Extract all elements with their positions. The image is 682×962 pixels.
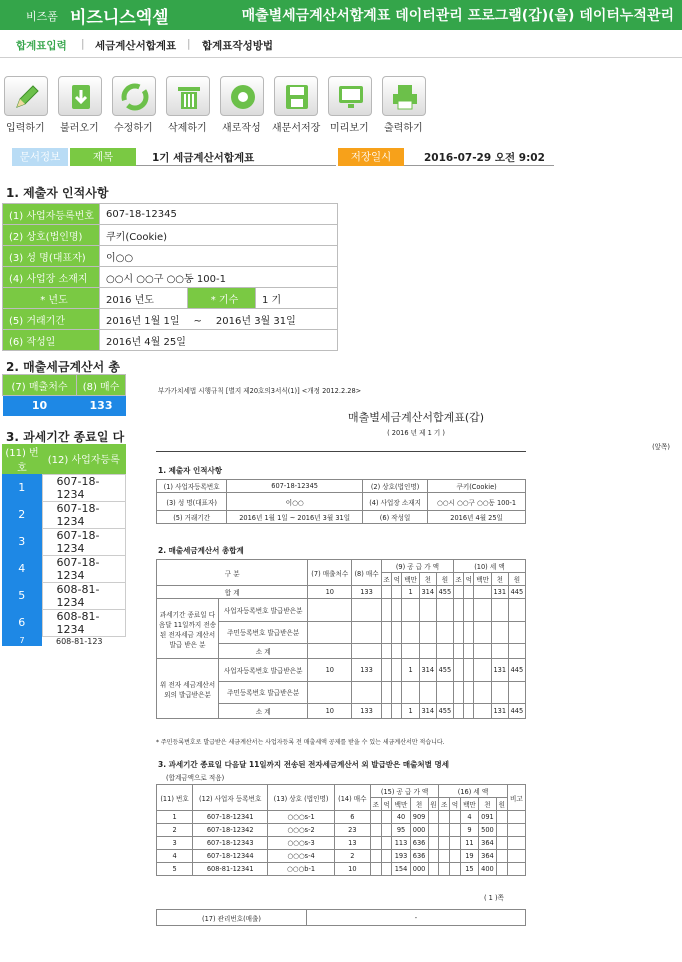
preview-total-table	[156, 559, 526, 719]
row-reg-field[interactable]: 607-18-1234	[42, 501, 126, 528]
row-reg-field[interactable]: 607-18-1234	[42, 555, 126, 582]
tab-input[interactable]: 합계표입력	[16, 40, 67, 52]
cell: 10	[334, 863, 370, 876]
tab-invoice-summary[interactable]: 세금계산서합계표	[95, 40, 177, 52]
cell: 400	[479, 863, 497, 876]
saved-value: 2016-07-29 오전 9:02	[424, 152, 545, 164]
cell: 억	[450, 798, 461, 811]
trash-icon	[173, 81, 205, 113]
cell: (4) 사업장 소재지	[362, 493, 427, 511]
customer-count: 10	[3, 396, 77, 416]
cell: 133	[352, 659, 382, 682]
row-number: 7	[2, 636, 42, 646]
term-field[interactable]: 1 기	[256, 288, 338, 309]
cell: ○○○s-3	[268, 837, 334, 850]
toolbar-label: 출력하기	[384, 123, 423, 134]
input-button[interactable]	[4, 76, 48, 116]
load-icon	[65, 81, 97, 113]
cell: 1	[157, 811, 193, 824]
cell: 445	[508, 659, 525, 682]
cell: 15	[460, 863, 478, 876]
cell: ○○○b-1	[268, 863, 334, 876]
law-reference: 부가가치세법 시행규칙 [별지 제20호의3서식(1)] <개정 2012.2.28>	[158, 387, 362, 395]
cell: 500	[479, 824, 497, 837]
cell: 3	[157, 837, 193, 850]
cell: 133	[352, 586, 382, 599]
cell: 사업자등록번호 발급받은분	[219, 599, 308, 622]
tab-separator: |	[187, 38, 191, 50]
cell: 131	[491, 586, 508, 599]
cell: 608-81-12341	[193, 863, 268, 876]
cell: 1	[402, 659, 419, 682]
cell: 6	[334, 811, 370, 824]
col-header: (8) 매수	[77, 375, 126, 396]
cell: 113	[392, 837, 410, 850]
printer-icon	[389, 81, 421, 113]
row-number: 1	[2, 474, 42, 501]
cell: 2016년 4월 25일	[428, 511, 526, 524]
preview-mgmt-table	[156, 909, 526, 926]
period-to-field[interactable]: 2016년 3월 31일	[215, 315, 296, 327]
monitor-icon	[335, 81, 367, 113]
cell: 607-18-12343	[193, 837, 268, 850]
cell: 131	[491, 704, 508, 719]
page-number: ( 1 )쪽	[484, 894, 504, 902]
cell: 19	[460, 850, 478, 863]
edit-button[interactable]	[112, 76, 156, 116]
company-name-field[interactable]: 쿠키(Cookie)	[100, 225, 338, 246]
cell: 쿠키(Cookie)	[428, 480, 526, 493]
cell: 백만	[460, 798, 478, 811]
cell: 607-18-12341	[193, 811, 268, 824]
cell: (3) 성 명(대표자)	[157, 493, 227, 511]
cell: 10	[308, 586, 352, 599]
cell: 2	[334, 850, 370, 863]
detail-input-table	[2, 444, 126, 646]
cell: (8) 매수	[352, 560, 382, 586]
cell: 091	[479, 811, 497, 824]
section2-heading: 2. 매출세금계산서 총	[6, 360, 121, 374]
cell: 천	[479, 798, 497, 811]
cell: 소 계	[219, 644, 308, 659]
toolbar-label: 삭제하기	[168, 123, 207, 134]
row-reg-field[interactable]: 607-18-1234	[42, 474, 126, 501]
cell: (12) 사업자 등록번호	[193, 785, 268, 811]
cell: 11	[460, 837, 478, 850]
year-field[interactable]: 2016 년도	[100, 288, 188, 309]
section1-heading: 1. 제출자 인적사항	[6, 186, 109, 200]
cell: 조	[439, 798, 450, 811]
period-tilde: ~	[193, 315, 202, 327]
cell: 95	[392, 824, 410, 837]
cell: 원	[428, 798, 439, 811]
cell: 10	[308, 704, 352, 719]
cell: (5) 거래기간	[157, 511, 227, 524]
cell: ○○○s-2	[268, 824, 334, 837]
cell: 조	[381, 573, 391, 586]
preview-button[interactable]	[328, 76, 372, 116]
cell: 천	[491, 573, 508, 586]
toolbar-label: 미리보기	[330, 123, 369, 134]
toolbar-label: 입력하기	[6, 123, 45, 134]
tab-howto[interactable]: 합계표작성방법	[202, 40, 274, 52]
period-from-field[interactable]: 2016년 1월 1일	[106, 315, 180, 327]
cell: 1	[402, 586, 419, 599]
cell: ○○○s-1	[268, 811, 334, 824]
cell: 위 전자 세금계산서 외의 발급받은분	[157, 659, 219, 719]
cell: 억	[381, 798, 392, 811]
cell: 원	[496, 798, 507, 811]
field-label: (1) 사업자등록번호	[3, 204, 100, 225]
row-reg-field[interactable]: 608-81-1234	[42, 582, 126, 609]
title-label: 제목	[70, 148, 136, 166]
cell: 백만	[402, 573, 419, 586]
cell: ○○○s-4	[268, 850, 334, 863]
cell: 주민등록번호 발급받은분	[219, 681, 308, 704]
pencil-icon	[11, 81, 43, 113]
cell: -	[307, 910, 526, 926]
cell: 조	[370, 798, 381, 811]
cell: 천	[410, 798, 428, 811]
cell: 000	[410, 863, 428, 876]
cell: 백만	[392, 798, 410, 811]
row-number: 2	[2, 501, 42, 528]
cell: 10	[308, 659, 352, 682]
cell: 193	[392, 850, 410, 863]
cell: (9) 공 급 가 액	[381, 560, 453, 573]
new-button[interactable]	[220, 76, 264, 116]
cell: (6) 작성일	[362, 511, 427, 524]
preview-section3-sub: (합계금액으로 적음)	[166, 774, 225, 782]
toolbar-label: 새로작성	[222, 123, 261, 134]
cell: 합 계	[157, 586, 308, 599]
cell: (13) 상호 (법인명)	[268, 785, 334, 811]
representative-field[interactable]: 이○○	[100, 246, 338, 267]
section3-heading: 3. 과세기간 종료일 다	[6, 430, 125, 444]
cell: (11) 번호	[157, 785, 193, 811]
cell: 607-18-12344	[193, 850, 268, 863]
delete-button[interactable]	[166, 76, 210, 116]
row-reg-field[interactable]: 608-81-123	[56, 636, 103, 646]
cell: 1	[402, 704, 419, 719]
col-header: (12) 사업자등록	[42, 444, 126, 474]
preview-note: * 주민등록번호로 발급받은 세금계산서는 사업자등록 전 매출세액 공제를 받을 수 있는 세금계산서만 적습니다.	[156, 739, 445, 746]
cell: 4	[460, 811, 478, 824]
cell: 40	[392, 811, 410, 824]
cell: 314	[419, 704, 436, 719]
cell: 131	[491, 659, 508, 682]
cell: 4	[157, 850, 193, 863]
cell: 154	[392, 863, 410, 876]
preview-submitter	[156, 479, 526, 524]
refresh-icon	[119, 81, 151, 113]
preview-subtitle: ( 2016 년 제 1 기 )	[387, 429, 445, 437]
cell: 364	[479, 837, 497, 850]
cell: (17) 관리번호(매출)	[157, 910, 307, 926]
col-header: (7) 매출처수	[3, 375, 77, 396]
field-label: (3) 성 명(대표자)	[3, 246, 100, 267]
term-label: * 기수	[188, 288, 256, 309]
preview-section1: 1. 제출자 인적사항	[158, 466, 223, 475]
date-field[interactable]: 2016년 4월 25일	[100, 330, 338, 351]
address-field[interactable]: ○○시 ○○구 ○○동 100-1	[100, 267, 338, 288]
app-header	[0, 0, 682, 30]
cell: 억	[464, 573, 474, 586]
cell: 사업자등록번호 발급받은분	[219, 659, 308, 682]
cell: (1) 사업자등록번호	[157, 480, 227, 493]
cell: (16) 세 액	[439, 785, 507, 798]
date-label: (6) 작성일	[3, 330, 100, 351]
cell: 133	[352, 704, 382, 719]
page-side: (앞쪽)	[652, 443, 670, 451]
tab-bar	[0, 30, 682, 58]
doc-info-label: 문서정보	[12, 148, 68, 166]
save-icon	[281, 81, 313, 113]
tab-separator: |	[81, 38, 85, 50]
cell: 5	[157, 863, 193, 876]
invoice-count: 133	[77, 396, 126, 416]
cell: 과세기간 종료일 다음달 11일까지 전송된 전자세금 계산서 발급 받은 분	[157, 599, 219, 659]
cell: 445	[508, 586, 525, 599]
brand-label: 비즈폼	[26, 10, 58, 23]
save-new-button[interactable]	[274, 76, 318, 116]
cell: (10) 세 액	[453, 560, 525, 573]
toolbar-label: 수정하기	[114, 123, 153, 134]
cell: (14) 매수	[334, 785, 370, 811]
cell: 2016년 1월 1일 ~ 2016년 3월 31일	[227, 511, 363, 524]
cell: 소 계	[219, 704, 308, 719]
row-reg-field[interactable]: 608-81-1234	[42, 609, 126, 636]
cell: 607-18-12345	[227, 480, 363, 493]
toolbar-label: 불러오기	[60, 123, 99, 134]
field-label: (4) 사업장 소재지	[3, 267, 100, 288]
cell: 구 분	[157, 560, 308, 586]
cell: 314	[419, 659, 436, 682]
cell: 000	[410, 824, 428, 837]
print-preview	[150, 379, 682, 962]
business-number-field[interactable]: 607-18-12345	[100, 204, 338, 225]
row-number: 6	[2, 609, 42, 636]
cell: 비고	[507, 785, 525, 811]
cell: 23	[334, 824, 370, 837]
preview-section2: 2. 매출세금계산서 총합계	[158, 546, 244, 555]
submitter-form	[2, 203, 338, 351]
total-table	[2, 374, 126, 416]
cell: 조	[453, 573, 463, 586]
cell: 원	[436, 573, 453, 586]
row-reg-field[interactable]: 607-18-1234	[42, 528, 126, 555]
cell: (15) 공 급 가 액	[370, 785, 438, 798]
app-title: 매출별세금계산서합계표 데이터관리 프로그램(갑)(을) 데이터누적관리	[241, 8, 674, 24]
cell: 909	[410, 811, 428, 824]
preview-detail-table	[156, 784, 526, 876]
load-button[interactable]	[58, 76, 102, 116]
title-value[interactable]: 1기 세금계산서합계표	[152, 152, 255, 164]
preview-title: 매출별세금계산서합계표(갑)	[347, 411, 485, 424]
col-header: (11) 번호	[2, 444, 42, 474]
app-name: 비즈니스엑셀	[70, 8, 169, 28]
cell: 천	[419, 573, 436, 586]
cell: 이○○	[227, 493, 363, 511]
cell: ○○시 ○○구 ○○동 100-1	[428, 493, 526, 511]
cell: 636	[410, 837, 428, 850]
cell: 백만	[474, 573, 491, 586]
field-label: (2) 상호(법인명)	[3, 225, 100, 246]
year-label: * 년도	[3, 288, 100, 309]
cell: 314	[419, 586, 436, 599]
toolbar-label: 새문서저장	[272, 123, 321, 134]
cell: 2	[157, 824, 193, 837]
cell: 455	[436, 704, 453, 719]
row-number: 4	[2, 555, 42, 582]
cell: 455	[436, 586, 453, 599]
cell: 636	[410, 850, 428, 863]
cell: 364	[479, 850, 497, 863]
row-number: 5	[2, 582, 42, 609]
period-label: (5) 거래기간	[3, 309, 100, 330]
cell: 607-18-12342	[193, 824, 268, 837]
cell: 445	[508, 704, 525, 719]
cell: 주민등록번호 발급받은분	[219, 621, 308, 644]
cell: 455	[436, 659, 453, 682]
cell: (7) 매출처수	[308, 560, 352, 586]
cell: 억	[392, 573, 402, 586]
cell: 원	[508, 573, 525, 586]
cell: 9	[460, 824, 478, 837]
saved-label: 저장일시	[338, 148, 404, 166]
preview-section3: 3. 과세기간 종료일 다음달 11일까지 전송된 전자세금계산서 외 발급받은 매출처별 명세	[158, 760, 449, 769]
print-button[interactable]	[382, 76, 426, 116]
row-number: 3	[2, 528, 42, 555]
cell: (2) 상호(법인명)	[362, 480, 427, 493]
cell: 13	[334, 837, 370, 850]
new-icon	[227, 81, 259, 113]
